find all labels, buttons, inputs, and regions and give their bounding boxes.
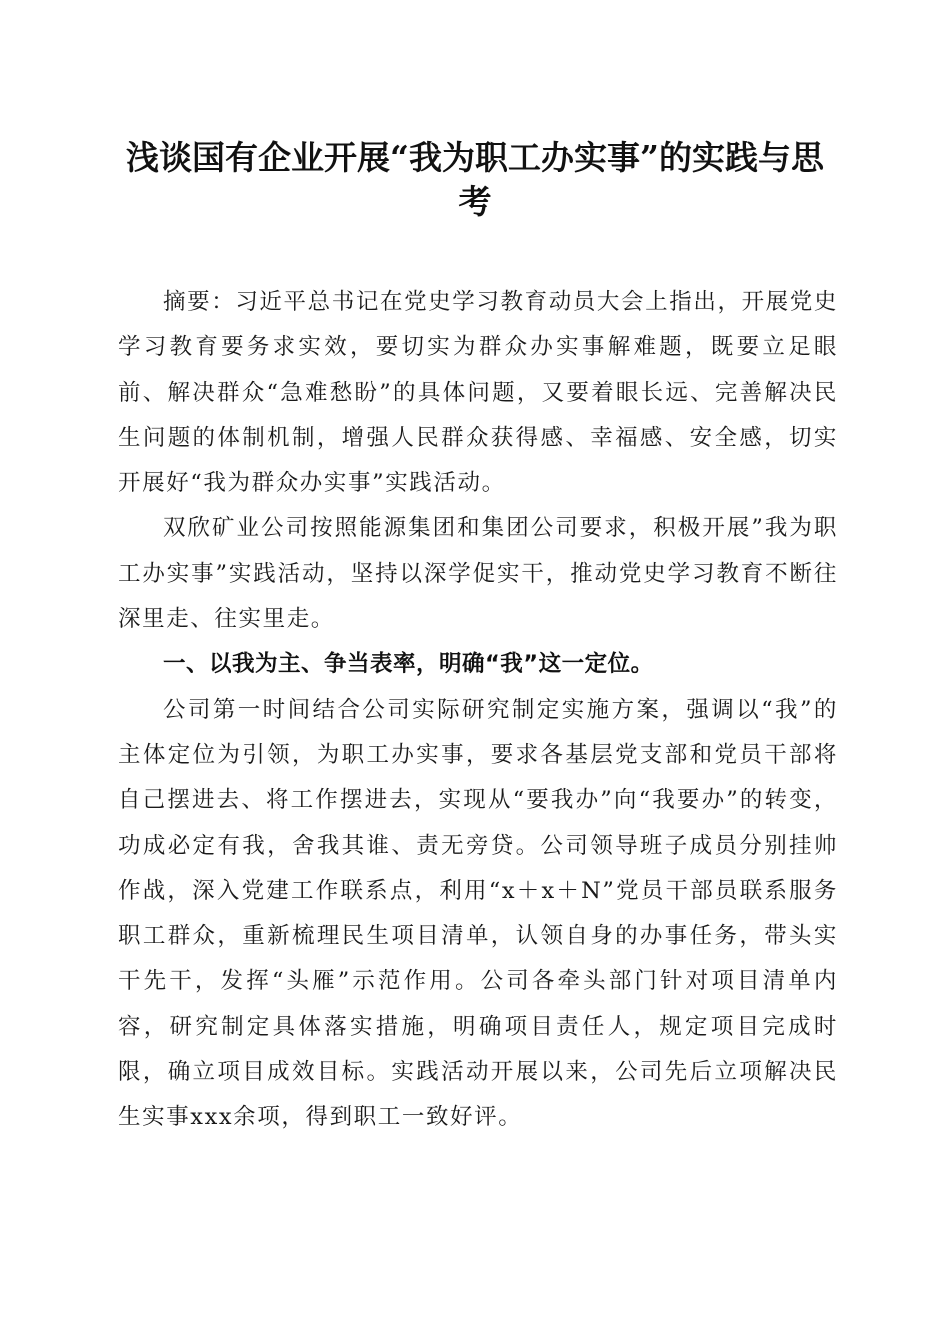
document-body — [118, 280, 838, 1141]
abstract-paragraph: 摘要：习近平总书记在党史学习教育动员大会上指出，开展党史学习教育要务求实效，要切实为群众办实事解难题，既要立足眼前、解决群众“急难愁盼”的具体问题，又要着眼长远、完善解决民生问题的体制机制，增强人民群众获得感、幸福感、安全感，切实开展好“我为群众办实事”实践活动。 — [118, 289, 838, 497]
section-paragraph: 公司第一时间结合公司实际研究制定实施方案，强调以“我”的主体定位为引领，为职工办实事，要求各基层党支部和党员干部将自己摆进去、将工作摆进去，实现从“要我办”向“我要办”的转变，功成必定有我，舍我其谁、责无旁贷。公司领导班子成员分别挂帅作战，深入党建工作联系点，利用“x＋x＋N”党员干部员联系服务职工群众，重新梳理民生项目清单，认领自身的办事任务，带头实干先干，发挥“头雁”示范作用。公司各牵头部门针对项目清单内容，研究制定具体落实措施，明确项目责任人，规定项目完成时限，确立项目成效目标。实践活动开展以来，公司先后立项解决民生实事xxx余项，得到职工一致好评。 — [118, 696, 838, 1131]
section-heading: 一、以我为主、争当表率，明确“我”这一定位。 — [163, 651, 654, 678]
intro-paragraph: 双欣矿业公司按照能源集团和集团公司要求，积极开展”我为职工办实事”实践活动，坚持以深学促实干，推动党史学习教育不断往深里走、往实里走。 — [118, 515, 838, 633]
document-title: 浅谈国有企业开展“我为职工办实事”的实践与思考 — [126, 138, 824, 221]
